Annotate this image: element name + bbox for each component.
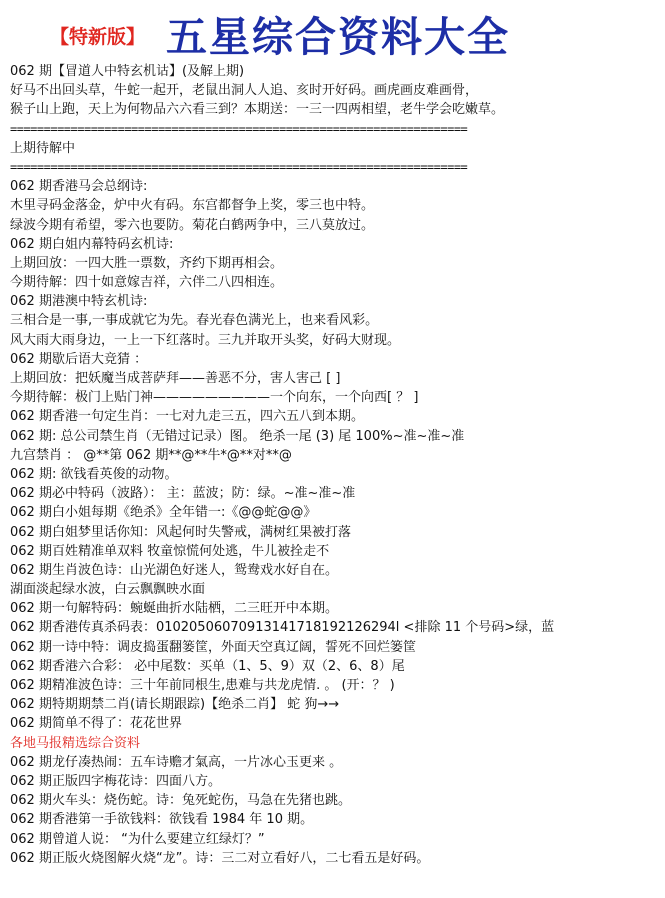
section-heading: 各地马报精选综合资料 xyxy=(10,735,141,751)
text-line: 062 期曾道人说： “为什么要建立红绿灯？” xyxy=(10,831,265,847)
edition-badge: 【特新版】 xyxy=(50,26,146,48)
text-line: 木里寻码金落金，炉中火有码。东宫都督争上奖，零三也中特。 xyxy=(10,198,375,214)
text-line: 九宫禁肖 ： @**第 062 期**@**牛*@**对**@ xyxy=(10,447,292,463)
text-line: 今期待解：极门上贴门神—————————一个向东，一个向西[ ？ ] xyxy=(10,390,419,406)
text-line: 062 期精准波色诗：三十年前同根生,患难与共龙虎情. 。 (开：？ ) xyxy=(10,678,395,693)
text-line: 062 期必中特码（波路）： 主：蓝波；防：绿。~准~准~准 xyxy=(10,486,356,502)
text-line: 三相合是一事,一事成就它为先。春光春色满光上，也来看风彩。 xyxy=(10,313,379,329)
page-title: 五星综合资料大全 xyxy=(166,13,510,61)
text-line: 上期回放：一四大胜一票数，齐约下期再相会。 xyxy=(10,255,284,271)
text-line: 062 期香港第一手欲钱料：欲钱看 1984 年 10 期。 xyxy=(10,812,314,828)
text-line: 绿波今期有希望，零六也要防。菊花白鹤两争中，三八莫放过。 xyxy=(10,217,375,233)
text-line: 062 期: 欲钱看英俊的动物。 xyxy=(10,466,178,482)
text-line: 062 期生肖波色诗：山光湖色好迷人，鸳鸯戏水好自在。 xyxy=(10,562,338,578)
text-line: 风大雨大雨身边，一上一下红落时。三九并取开头奖，好码大财现。 xyxy=(10,332,401,348)
text-line: 062 期白姐内幕特码玄机诗: xyxy=(10,236,174,252)
text-line: 062 期百姓精准单双料 牧童惊慌何处逃，牛儿被拴走不 xyxy=(10,543,330,559)
text-line: 062 期港澳中特玄机诗: xyxy=(10,294,148,310)
text-line: 062 期香港马会总纲诗: xyxy=(10,179,148,195)
text-line: 062 期白姐梦里话你知：风起何时失警戒，满树红果被打落 xyxy=(10,524,351,540)
text-line: 猴子山上跑，天上为何物品六六看三到？本期送：一三一四两相望，老牛学会吃嫩草。 xyxy=(10,102,505,118)
text-line: 062 期: 总公司禁生肖（无错过记录）图。 绝杀一尾 (3) 尾 100%~准~准~准 xyxy=(10,428,465,444)
text-line: 062 期特期期禁二肖(请长期跟踪)【绝杀二肖】 蛇 狗→→ xyxy=(10,697,340,713)
text-line: 062 期白小姐每期《绝杀》全年错一:《@@蛇@@》 xyxy=(10,505,317,521)
text-line: 湖面淡起绿水波，白云飘飘映水面 xyxy=(10,582,206,598)
separator-line: ==================================================================== xyxy=(10,121,468,136)
text-line: 062 期正版火烧图解火烧“龙”。诗：三二对立看好八，二七看五是好码。 xyxy=(10,850,430,866)
text-line: 062 期香港一句定生肖：一七对九走三五，四六五八到本期。 xyxy=(10,409,364,425)
separator-line: ==================================================================== xyxy=(10,159,468,174)
text-line: 062 期香港六合彩： 必中尾数：买单（1、5、9）双（2、6、8）尾 xyxy=(10,658,405,674)
page-header xyxy=(0,0,665,62)
text-line: 062 期歇后语大竞猜 ： xyxy=(10,351,148,367)
text-line: 062 期正版四字梅花诗：四面八方。 xyxy=(10,773,221,789)
text-line: 062 期【冒道人中特玄机诂】(及解上期) xyxy=(10,64,245,79)
text-line: 好马不出回头草，牛蛇一起开，老鼠出洞人人追、亥时开好码。画虎画皮难画骨， xyxy=(10,83,479,99)
text-line: 062 期简单不得了：花花世界 xyxy=(10,716,182,732)
text-line: 062 期一句解特码：蜿蜒曲折水陆栖，二三旺开中本期。 xyxy=(10,601,338,617)
text-line: 062 期龙仔凑热闹：五车诗赡才氣高，一片冰心玉更来 。 xyxy=(10,754,343,770)
text-line: 062 期火车头：烧伤蛇。诗：兔死蛇伤，马急在先猪也跳。 xyxy=(10,793,351,809)
text-line: 062 期一诗中特：调皮捣蛋翻篓筐，外面天空真辽阔，誓死不回烂篓筐 xyxy=(10,639,416,655)
text-line: 上期待解中 xyxy=(10,140,76,156)
text-line: 上期回放：把妖魔当成菩萨拜——善恶不分，害人害己 [ ] xyxy=(10,371,341,386)
text-line: 今期待解：四十如意嫁吉祥，六伴二八四相连。 xyxy=(10,275,284,291)
content-body xyxy=(10,62,660,868)
text-line: 062 期香港传真杀码表：01020506070913141718192126294l <排除 11 个号码>绿，蓝 xyxy=(10,620,555,636)
